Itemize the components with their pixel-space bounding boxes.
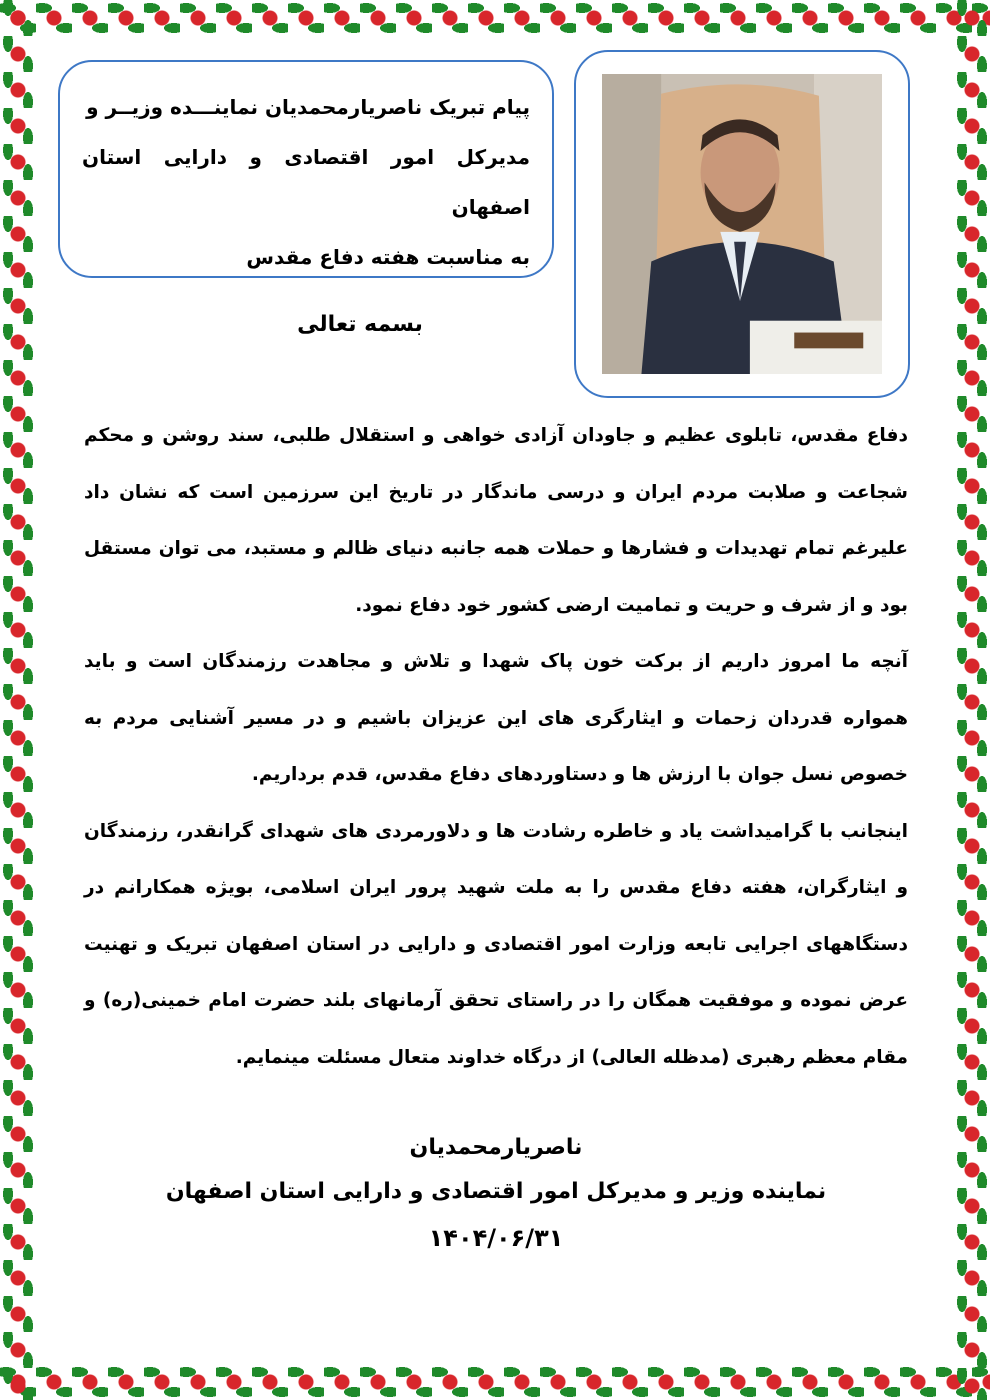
- bismillah-heading: بسمه تعالی: [297, 312, 423, 337]
- floral-border-right: [954, 0, 990, 1400]
- photo-frame: [574, 50, 910, 398]
- paragraph-2: آنچه ما امروز داریم از برکت خون پاک شهدا و تلاش و مجاهدت رزمندگان است و باید همواره قدردان زحمات و ایثارگری های این عزیزان باشیم و در مسیر آشنایی مردم به خصوص نسل جوان با ارزش ها و دستاوردهای دفاع مقدس، قدم برداریم.: [84, 651, 908, 785]
- signature-block: [84, 1126, 908, 1262]
- floral-border-bottom: [0, 1364, 990, 1400]
- title-box: [58, 60, 554, 278]
- floral-border-left: [0, 0, 36, 1400]
- title-line-3: به مناسبت هفته دفاع مقدس: [246, 245, 530, 269]
- signer-name: ناصریارمحمدیان: [409, 1135, 583, 1160]
- signer-title: نماینده وزیر و مدیرکل امور اقتصادی و دارایی استان اصفهان: [165, 1179, 827, 1204]
- paragraph-1: دفاع مقدس، تابلوی عظیم و جاودان آزادی خواهی و استقلال طلبی، سند روشن و محکم شجاعت و صلابت مردم ایران و درسی ماندگار در تاریخ این سرزمین است که نشان داد علیرغم تمام تهدیدات و فشارها و حملات همه جانبه دنیای ظالم و مستبد، می توان مستقل بود و از شرف و حریت و تمامیت ارضی کشور خود دفاع نمود.: [84, 425, 908, 616]
- floral-border-top: [0, 0, 990, 36]
- title-line-1: پیام تبریک ناصریارمحمدیان نماینـــده وزیــر و: [86, 95, 530, 119]
- portrait-photo: [602, 74, 882, 374]
- portrait-illustration: [602, 74, 882, 374]
- paragraph-3: اینجانب با گرامیداشت یاد و خاطره رشادت ها و دلاورمردی های شهدای گرانقدر، رزمندگان و ایثارگران، هفته دفاع مقدس را به ملت شهید پرور ایران اسلامی، بویژه همکارانم در دستگاههای اجرایی تابعه وزارت امور اقتصادی و دارایی در استان اصفهان تبریک و تهنیت عرض نموده و موفقیت همگان را در راستای تحقق آرمانهای بلند حضرت امام خمینی(ره) و مقام معظم رهبری (مدظله العالی) از درگاه خداوند متعال مسئلت مینمایم.: [84, 820, 908, 1068]
- title-line-2: مدیرکل امور اقتصادی و دارایی استان اصفهان: [82, 145, 530, 219]
- letter-date: ۱۴۰۴/۰۶/۳۱: [428, 1224, 564, 1252]
- letter-body: [84, 408, 908, 1086]
